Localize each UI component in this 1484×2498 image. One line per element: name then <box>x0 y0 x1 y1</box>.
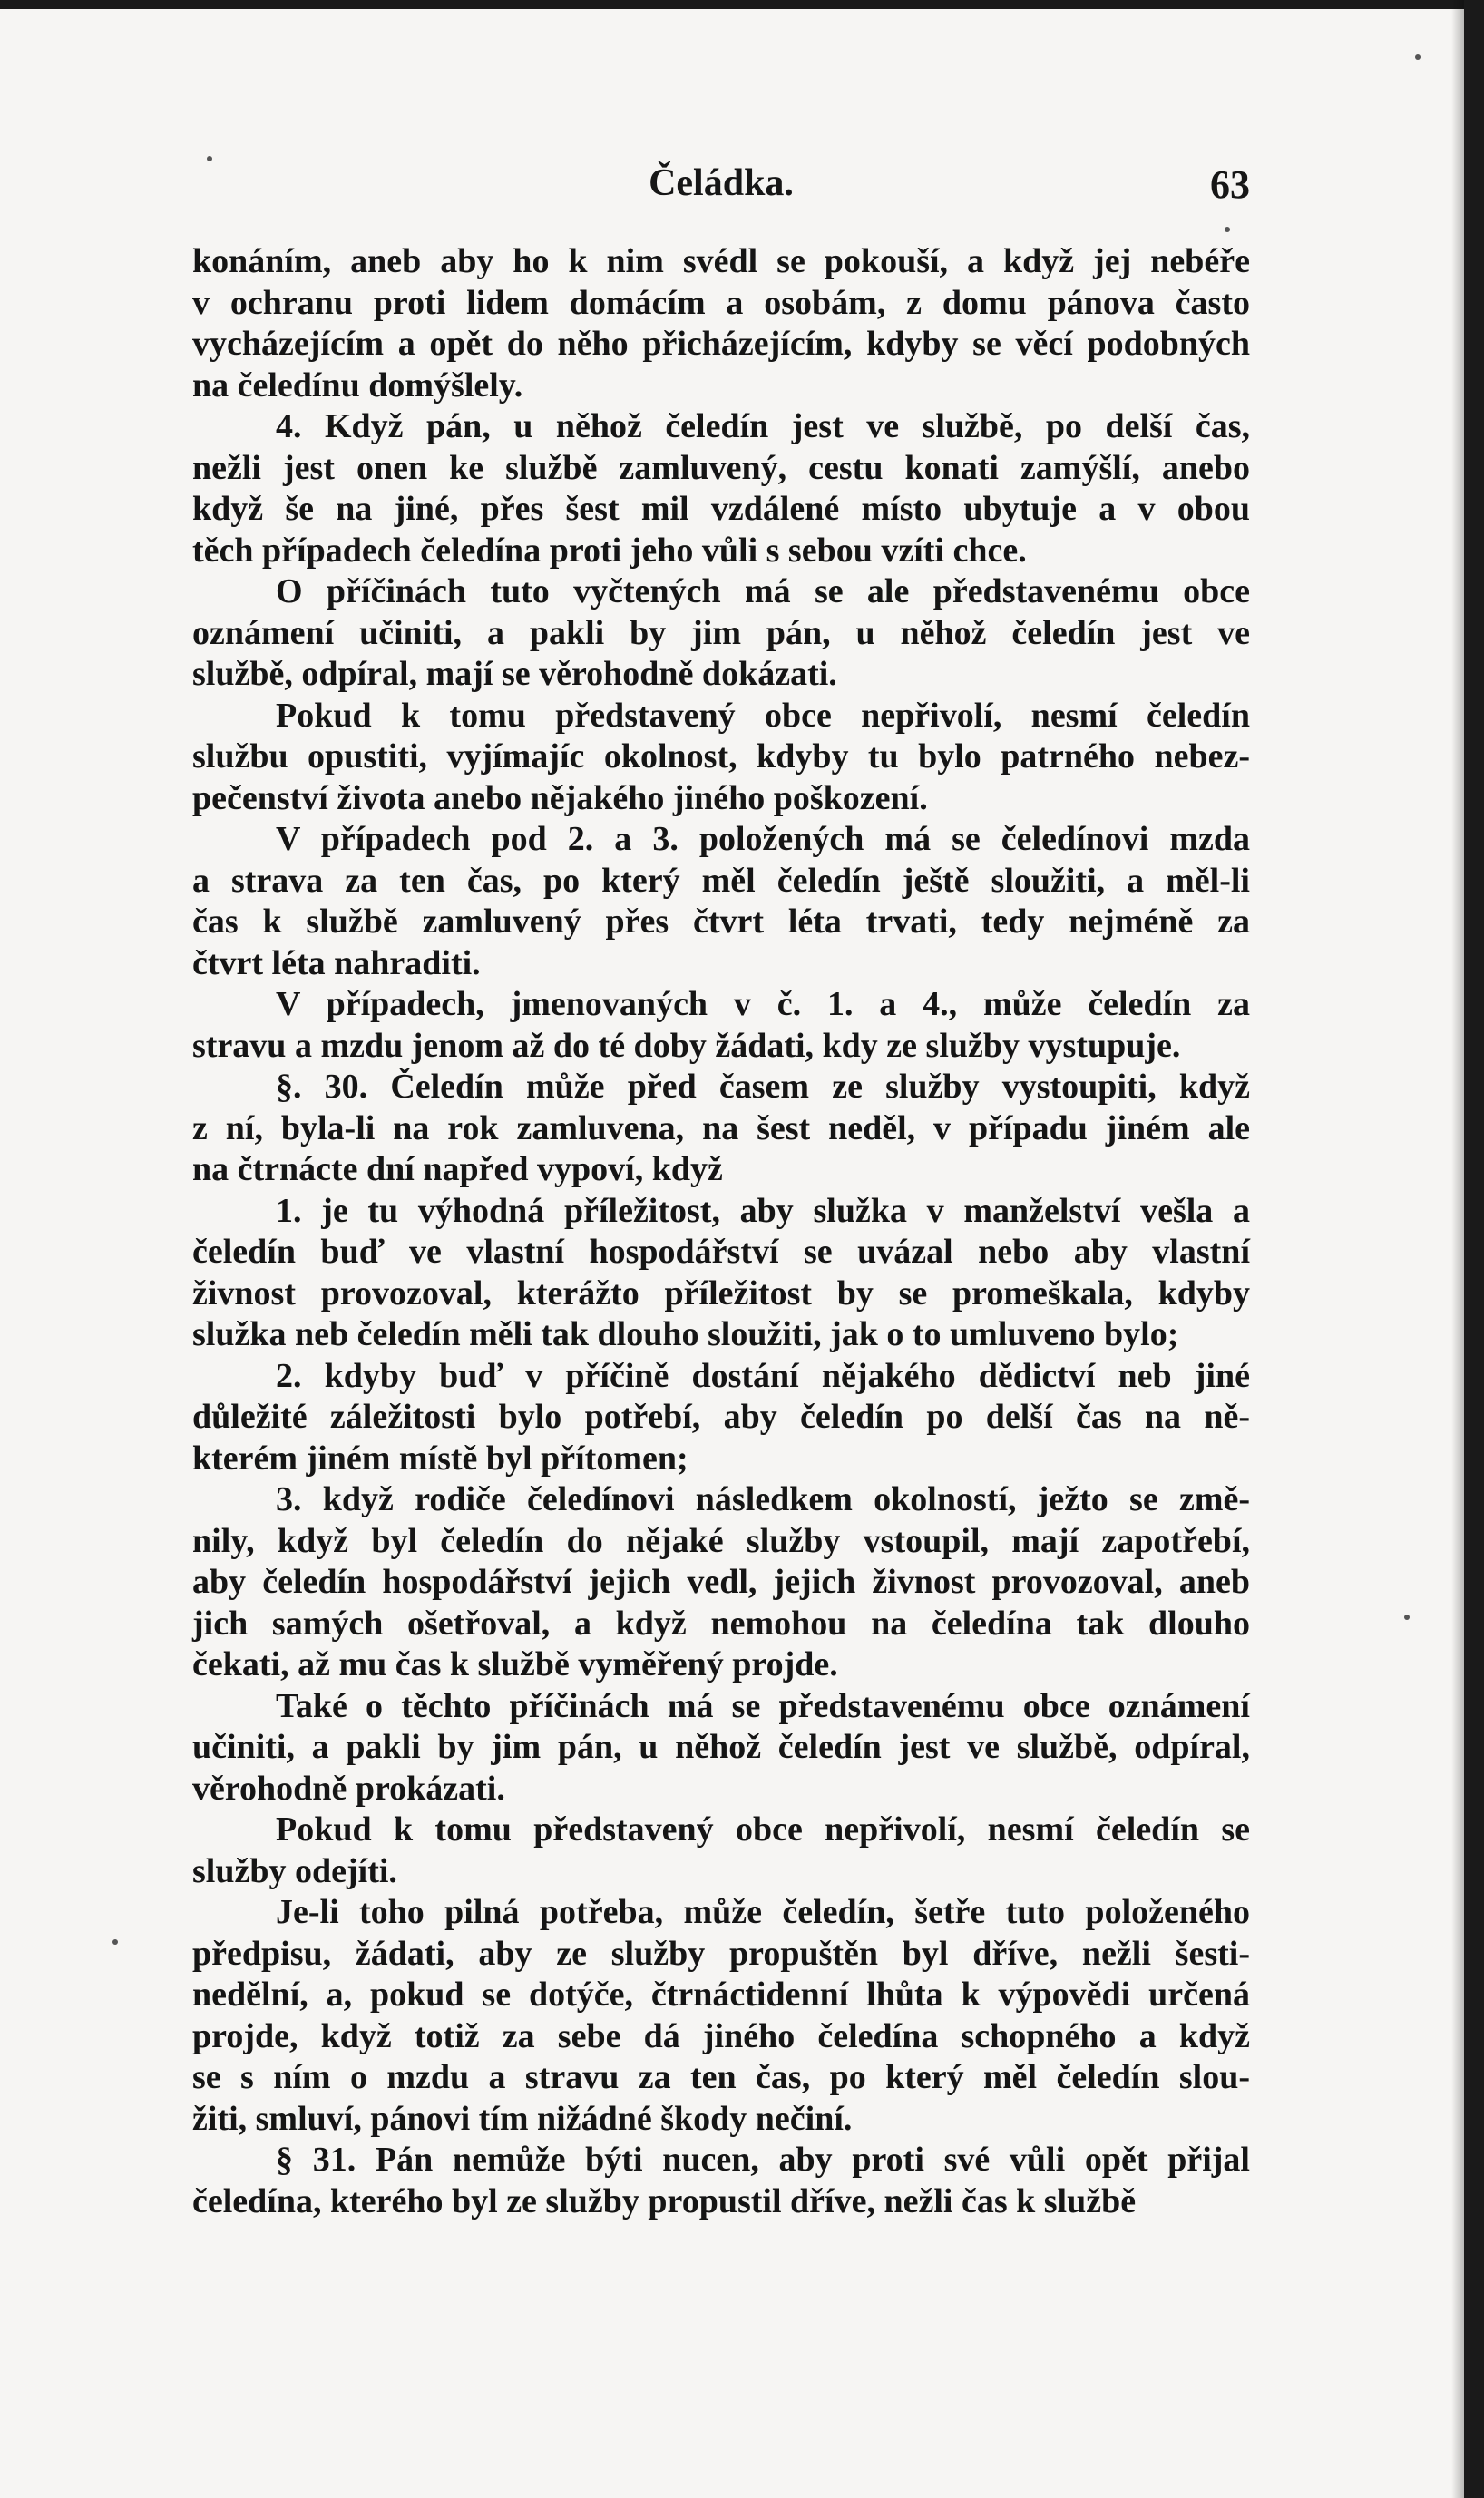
paragraph <box>192 1686 1250 1810</box>
text-line: službě, odpíral, mají se věrohodně dokázati. <box>192 655 837 693</box>
text-line: 1. je tu výhodná příležitost, aby služka v manželství vešla a <box>276 1191 1250 1230</box>
text-line: Pokud k tomu představený obce nepřivolí, nesmí čeledín <box>276 696 1250 735</box>
text-line: čeledín buď ve vlastní hospodářství se uvázal nebo aby vlastní <box>192 1233 1250 1271</box>
text-line: čeledína, kterého byl ze služby propustil dříve, nežli čas k službě <box>192 2181 1137 2220</box>
scan-edge-right <box>1464 0 1484 2498</box>
text-line: 4. Když pán, u něhož čeledín jest ve službě, po delší čas, <box>276 407 1250 445</box>
text-line: z ní, byla-li na rok zamluvena, na šest neděl, v případu jiném ale <box>192 1108 1250 1147</box>
paper-speck <box>1225 227 1230 232</box>
paragraph <box>192 696 1250 820</box>
text-line: na čeledínu domýšlely. <box>192 366 523 405</box>
paragraph <box>192 819 1250 984</box>
text-line: živnost provozoval, kterážto příležitost by se promeškala, kdyby <box>192 1273 1250 1312</box>
text-line: oznámení učiniti, a pakli by jim pán, u něhož čeledín jest ve <box>192 613 1250 652</box>
text-line: pečenství života anebo nějakého jiného poškození. <box>192 778 928 817</box>
text-body <box>192 241 1250 2222</box>
text-line: 2. kdyby buď v příčině dostání nějakého dědictví neb jiné <box>276 1356 1250 1395</box>
text-line: jich samých ošetřoval, a když nemohou na čeledína tak dlouho <box>192 1604 1250 1643</box>
running-head: Čeládka. <box>649 162 794 204</box>
text-line: V případech, jmenovaných v č. 1. a 4., může čeledín za <box>276 985 1250 1023</box>
text-line: čekati, až mu čas k službě vyměřený projde. <box>192 1645 838 1683</box>
paragraph <box>192 406 1250 571</box>
paragraph <box>192 1892 1250 2140</box>
text-line: na čtrnácte dní napřed vypoví, když <box>192 1150 723 1188</box>
text-line: § 31. Pán nemůže býti nucen, aby proti své vůli opět přijal <box>276 2141 1250 2179</box>
text-line: když še na jiné, přes šest mil vzdálené místo ubytuje a v obou <box>192 490 1250 528</box>
text-line: nily, když byl čeledín do nějaké služby vstoupil, mají zapotřebí, <box>192 1521 1250 1560</box>
text-line: aby čeledín hospodářství jejich vedl, jejich živnost provozoval, aneb <box>192 1563 1250 1601</box>
text-line: konáním, aneb aby ho k nim svédl se pokouší, a když jej nebéře <box>192 242 1250 280</box>
paragraph <box>192 1479 1250 1686</box>
text-line: a strava za ten čas, po který měl čeledín ještě sloužiti, a měl-li <box>192 861 1250 900</box>
text-line: projde, když totiž za sebe dá jiného čeledína schopného a když <box>192 2016 1250 2055</box>
paragraph <box>192 571 1250 696</box>
text-line: Je-li toho pilná potřeba, může čeledín, šetře tuto položeného <box>276 1893 1250 1931</box>
paragraph <box>192 2140 1250 2222</box>
text-line: čas k službě zamluvený přes čtvrt léta trvati, tedy nejméně za <box>192 903 1250 941</box>
text-line: O příčinách tuto vyčtených má se ale představenému obce <box>276 572 1250 610</box>
text-line: kterém jiném místě byl přítomen; <box>192 1439 688 1478</box>
paragraph <box>192 1067 1250 1191</box>
page-number: 63 <box>1210 162 1250 207</box>
paper-speck <box>112 1939 118 1945</box>
text-line: Pokud k tomu představený obce nepřivolí, nesmí čeledín se <box>276 1810 1250 1849</box>
paragraph <box>192 1356 1250 1480</box>
text-line: §. 30. Čeledín může před časem ze služby vystoupiti, když <box>276 1068 1250 1106</box>
scan-edge-top <box>0 0 1484 9</box>
page-header <box>192 161 1250 212</box>
text-line: v ochranu proti lidem domácím a osobám, z domu pánova často <box>192 283 1250 322</box>
text-line: těch případech čeledína proti jeho vůli s sebou vzíti chce. <box>192 531 1027 570</box>
text-line: žiti, smluví, pánovi tím nižádné škody nečiní. <box>192 2099 853 2138</box>
paragraph <box>192 241 1250 406</box>
paper-speck <box>1415 54 1421 60</box>
text-line: se s ním o mzdu a stravu za ten čas, po který měl čeledín slou- <box>192 2058 1250 2096</box>
paragraph <box>192 984 1250 1067</box>
text-line: čtvrt léta nahraditi. <box>192 943 481 982</box>
text-line: stravu a mzdu jenom až do té doby žádati, kdy ze služby vystupuje. <box>192 1026 1181 1065</box>
paper-speck <box>1404 1615 1410 1620</box>
text-line: Také o těchto příčinách má se představenému obce oznámení <box>276 1686 1250 1725</box>
text-line: 3. když rodiče čeledínovi následkem okolností, ježto se změ- <box>276 1480 1250 1518</box>
text-line: učiniti, a pakli by jim pán, u něhož čeledín jest ve službě, odpíral, <box>192 1728 1250 1766</box>
text-line: vycházejícím a opět do něho přicházejícím, kdyby se věcí podobných <box>192 325 1250 363</box>
text-line: V případech pod 2. a 3. položených má se čeledínovi mzda <box>276 820 1250 858</box>
text-line: nežli jest onen ke službě zamluvený, cestu konati zamýšlí, anebo <box>192 448 1250 487</box>
text-line: nedělní, a, pokud se dotýče, čtrnáctidenní lhůta k výpovědi určená <box>192 1976 1250 2014</box>
text-line: službu opustiti, vyjímajíc okolnost, kdyby tu bylo patrného nebez- <box>192 737 1250 776</box>
paragraph <box>192 1191 1250 1356</box>
text-line: věrohodně prokázati. <box>192 1769 505 1808</box>
scan-edge-shadow <box>1451 0 1464 2498</box>
text-line: důležité záležitosti bylo potřebí, aby čeledín po delší čas na ně- <box>192 1398 1250 1436</box>
paragraph <box>192 1810 1250 1892</box>
text-line: služby odejíti. <box>192 1851 397 1890</box>
text-line: služka neb čeledín měli tak dlouho sloužiti, jak o to umluveno bylo; <box>192 1315 1179 1353</box>
text-line: předpisu, žádati, aby ze služby propuštěn byl dříve, nežli šesti- <box>192 1934 1250 1973</box>
